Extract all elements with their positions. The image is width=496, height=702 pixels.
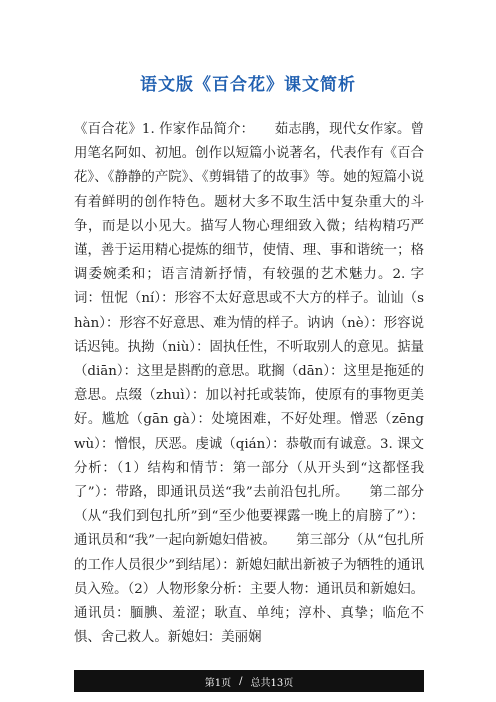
document-body: 《百合花》1. 作家作品简介： 茹志鹃，现代女作家。曾用笔名阿如、初旭。创作以短篇小说著名，代表作有《百合花》、《静静的产院》、《剪辑错了的故事》等。她的短篇小说有着鲜明的创作特色。题材大多不取生活中复杂重大的斗争，而是以小见大。描写人物心理细致入微；结构精巧严谨，善于运用精心提炼的细节，使情、理、事和谐统一；格调委婉柔和；语言清新抒情，有较强的艺术魅力。2. 字词：忸怩（ní）：形容不太好意思或不大方的样子。讪讪（shàn）：形容不好意思、难为情的样子。讷讷（nè）：形容说话迟钝。执拗（niù）：固执任性，不听取别人的意见。掂量（diān）：这里是斟酌的意思。耽搁（dān）：这里是拖延的意思。点缀（zhuì）：加以衬托或装饰，使原有的事物更美好。尴尬（gān gà）：处境困难，不好处理。憎恶（zēng wù）：憎恨，厌恶。虔诚（qián）：恭敬而有诚意。3. 课文分析：（1）结构和情节：第一部分（从开头到“这都怪我了”）：带路，即通讯员送“我”去前沿包扎所。 第二部分（从“我们到包扎所”到“至少他要裸露一晚上的肩膀了”）：通讯员和“我”一起向新媳妇借被。 第三部分（从“包扎所的工作人员很少”到结尾）：新媳妇献出新被子为牺牲的通讯员入殓。（2）人物形象分析：主要人物：通讯员和新媳妇。通讯员：腼腆、羞涩；耿直、单纯；淳朴、真挚；临危不惧、舍己救人。新媳妇：美丽娴: [74, 122, 424, 646]
current-page-label: 第1页: [204, 677, 232, 689]
page-footer: [74, 670, 424, 692]
document-title: 语文版《百合花》课文简析: [140, 75, 356, 95]
page-separator: /: [239, 675, 243, 687]
total-pages-label: 总共13页: [250, 677, 294, 689]
